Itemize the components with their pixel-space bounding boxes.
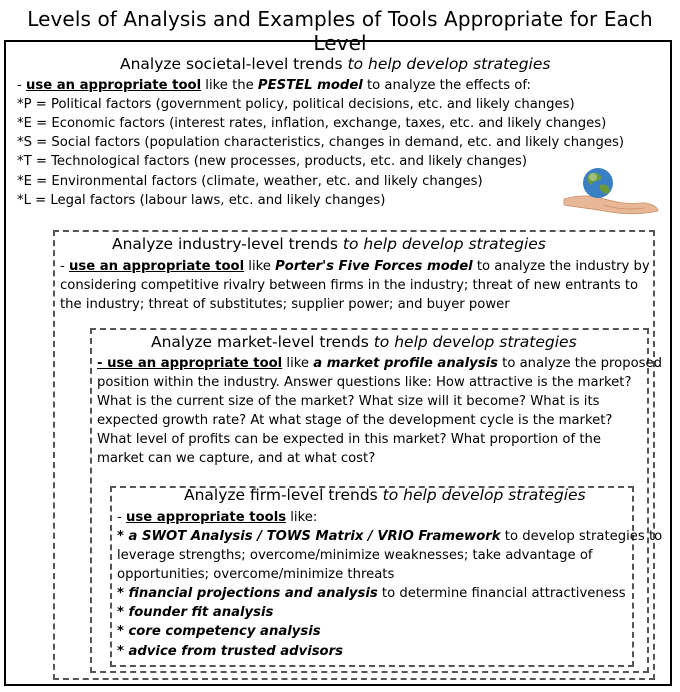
pestel-factor: *P = Political factors (government policy, political decisions, etc. and likely changes)	[17, 97, 575, 112]
market-text-line: What is the current size of the market? What size will it become? What is its	[97, 394, 600, 409]
firm-tool-line: - use appropriate tools like:	[117, 510, 318, 525]
societal-heading: Analyze societal-level trends to help develop strategies	[120, 55, 551, 73]
pestel-factor: *E = Economic factors (interest rates, inflation, exchange, taxes, etc. and likely changes)	[17, 116, 607, 131]
industry-text-line: considering competitive rivalry between firms in the industry; threat of new entrants to	[60, 278, 639, 293]
firm-heading: Analyze firm-level trends to help develop strategies	[184, 486, 586, 504]
pestel-factor: *E = Environmental factors (climate, weather, etc. and likely changes)	[17, 174, 483, 189]
industry-heading: Analyze industry-level trends to help develop strategies	[112, 235, 546, 253]
firm-tool-item: * core competency analysis	[117, 624, 321, 639]
societal-tool-line: - use an appropriate tool like the PESTEL model to analyze the effects of:	[17, 78, 531, 93]
globe-in-hand-icon	[560, 165, 660, 215]
page-title: Levels of Analysis and Examples of Tools Appropriate for Each Level	[27, 7, 653, 55]
market-heading: Analyze market-level trends to help develop strategies	[151, 333, 577, 351]
market-text-line: position within the industry. Answer questions like: How attractive is the market?	[97, 375, 632, 390]
industry-tool-line: - use an appropriate tool like Porter's Five Forces model to analyze the industry by	[60, 259, 650, 274]
pestel-factor: *L = Legal factors (labour laws, etc. and likely changes)	[17, 193, 386, 208]
firm-text-line: leverage strengths; overcome/minimize weaknesses; take advantage of	[117, 548, 593, 563]
market-tool-line: - use an appropriate tool like a market profile analysis to analyze the proposed	[97, 356, 662, 371]
firm-tool-item: * founder fit analysis	[117, 605, 274, 620]
market-text-line: What level of profits can be expected in this market? What proportion of the	[97, 432, 601, 447]
firm-tool-item: * advice from trusted advisors	[117, 644, 343, 659]
firm-financial-line: * financial projections and analysis to determine financial attractiveness	[117, 586, 626, 601]
pestel-factor: *S = Social factors (population characteristics, changes in demand, etc. and likely changes)	[17, 135, 624, 150]
industry-text-line: the industry; threat of substitutes; supplier power; and buyer power	[60, 297, 510, 312]
market-text-line: market can we capture, and at what cost?	[97, 451, 376, 466]
firm-swot-line: * a SWOT Analysis / TOWS Matrix / VRIO Framework to develop strategies to	[117, 529, 663, 544]
pestel-factor: *T = Technological factors (new processes, products, etc. and likely changes)	[17, 154, 528, 169]
firm-text-line: opportunities; overcome/minimize threats	[117, 567, 395, 582]
market-text-line: expected growth rate? At what stage of the development cycle is the market?	[97, 413, 613, 428]
